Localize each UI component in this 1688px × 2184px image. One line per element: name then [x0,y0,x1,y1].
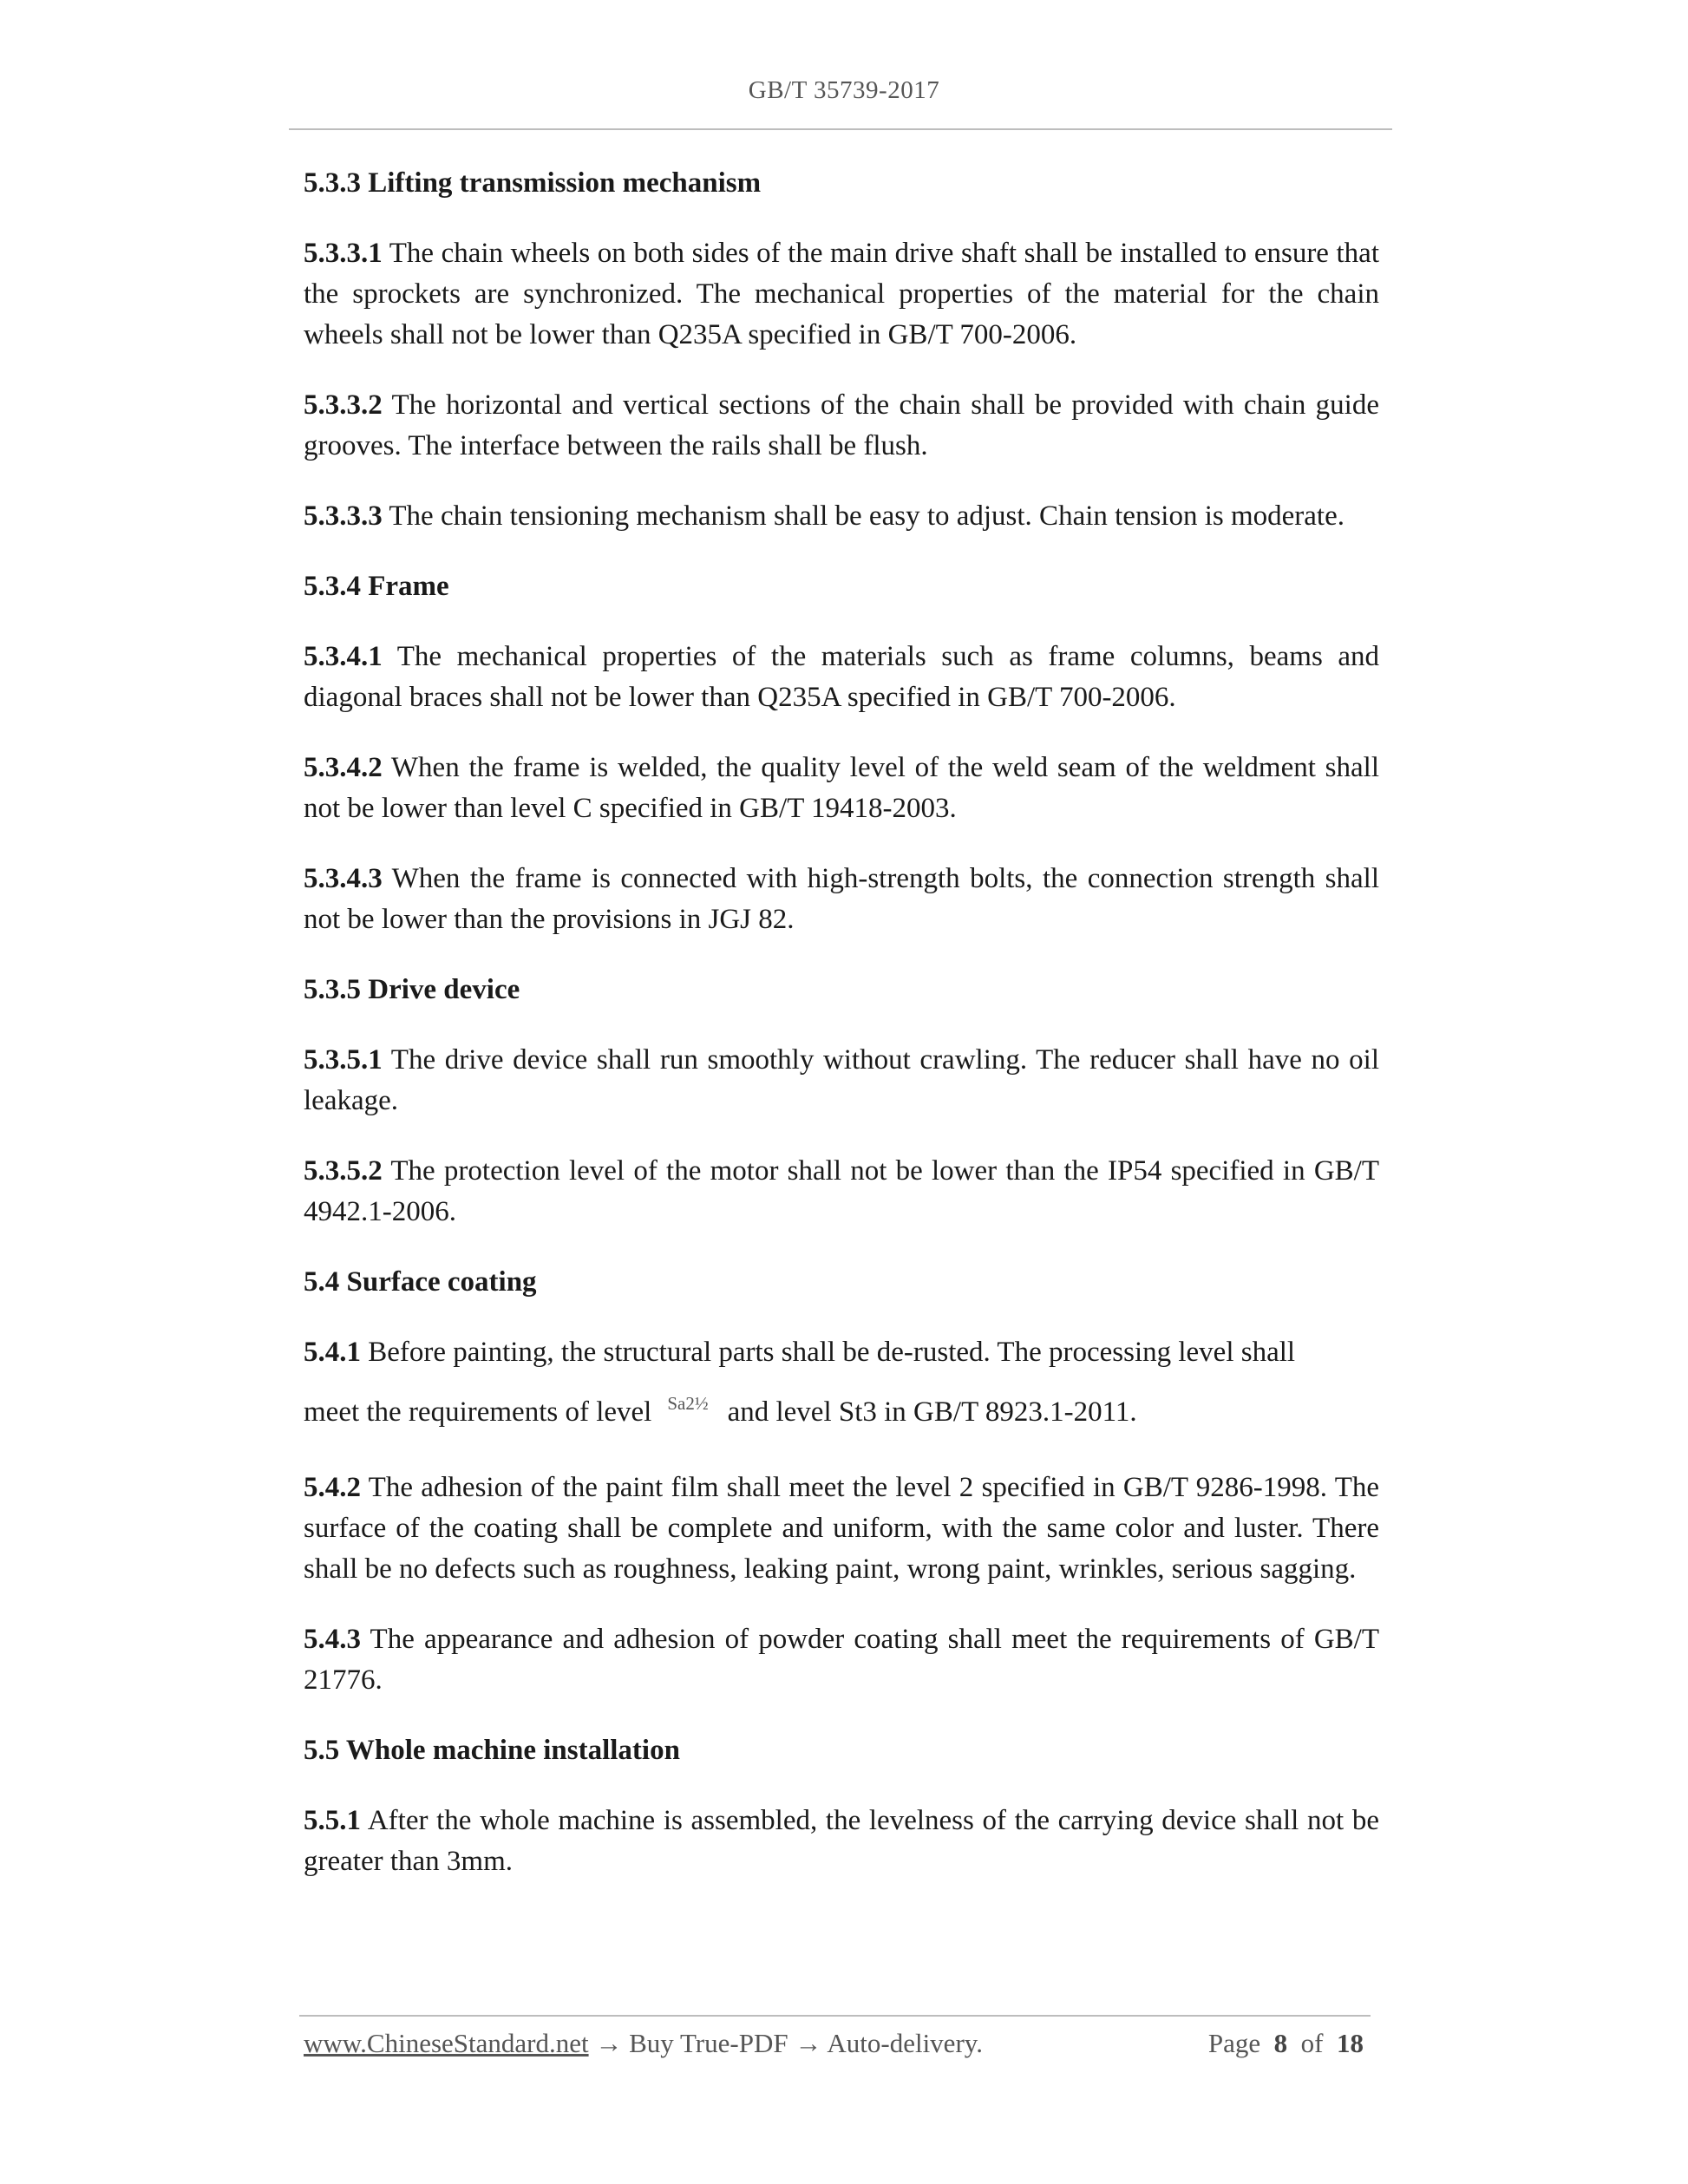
clause-text: meet the requirements of level [304,1396,652,1428]
clause-text: and level St3 in GB/T 8923.1-2011. [727,1396,1137,1428]
clause-5-3-5-1 [304,1040,1379,1121]
clause-number: 5.4.1 [304,1337,361,1368]
clause-text: When the frame is connected with high-strength bolts, the connection strength shall not be lower than the provisions in JGJ 82. [304,863,1379,935]
clause-text: The chain tensioning mechanism shall be easy to adjust. Chain tension is moderate. [382,500,1345,532]
clause-text: The horizontal and vertical sections of the chain shall be provided with chain guide grooves. The interface between the rails shall be flush. [304,389,1379,461]
clause-number: 5.5.1 [304,1805,361,1836]
section-heading-5-3-5: 5.3.5 Drive device [304,974,520,1005]
clause-5-3-3-2 [304,385,1379,467]
document-body [304,163,1379,1912]
section-heading-5-3-4: 5.3.4 Frame [304,571,449,602]
of-label: of [1300,2028,1324,2058]
website-link[interactable]: www.ChineseStandard.net [304,2028,589,2058]
footer-divider [299,2015,1371,2017]
clause-text: The protection level of the motor shall not be lower than the IP54 specified in GB/T 4942.1-2006. [304,1155,1379,1227]
page-number [1208,2028,1364,2059]
clause-5-3-5-2 [304,1151,1379,1233]
sa-grade-symbol: Sa2½ [667,1393,709,1414]
clause-text: After the whole machine is assembled, the levelness of the carrying device shall not be greater than 3mm. [304,1805,1379,1877]
clause-5-3-4-1 [304,637,1379,718]
clause-text: The drive device shall run smoothly without crawling. The reducer shall have no oil leakage. [304,1044,1379,1116]
clause-text: The chain wheels on both sides of the main drive shaft shall be installed to ensure that the sprockets are synchronized. The mechanical properties of the material for the chain wheels shall not be lower than Q235A specified in GB/T 700-2006. [304,238,1379,350]
clause-number: 5.3.3.2 [304,389,383,421]
clause-5-4-1 [304,1332,1379,1433]
current-page: 8 [1273,2028,1288,2058]
clause-text: The mechanical properties of the materials such as frame columns, beams and diagonal braces shall not be lower than Q235A specified in GB/T 700-2006. [304,641,1379,713]
section-heading-5-3-3: 5.3.3 Lifting transmission mechanism [304,167,762,199]
document-header-title: GB/T 35739-2017 [748,76,940,104]
clause-5-3-3-3 [304,496,1379,537]
header-divider [289,128,1392,130]
clause-line-1 [304,1332,1379,1373]
clause-text: Before painting, the structural parts shall be de-rusted. The processing level shall [361,1337,1296,1368]
footer-promo-text: → Buy True-PDF → Auto-delivery. [588,2028,983,2058]
section-heading-5-4: 5.4 Surface coating [304,1266,537,1298]
clause-5-5-1 [304,1801,1379,1882]
clause-number: 5.4.2 [304,1472,361,1503]
clause-text: The appearance and adhesion of powder coating shall meet the requirements of GB/T 21776. [304,1624,1379,1696]
page-footer [304,2028,1371,2071]
clause-number: 5.3.3.1 [304,238,383,269]
clause-text: When the frame is welded, the quality level of the weld seam of the weldment shall not be lower than level C specified in GB/T 19418-2003. [304,752,1379,824]
clause-number: 5.3.4.3 [304,863,383,894]
clause-5-3-4-2 [304,748,1379,829]
section-heading-5-5: 5.5 Whole machine installation [304,1735,680,1766]
clause-5-4-3 [304,1619,1379,1701]
total-pages: 18 [1337,2028,1364,2058]
footer-promo [304,2028,983,2059]
clause-number: 5.3.3.3 [304,500,383,532]
clause-number: 5.3.4.2 [304,752,383,783]
clause-5-4-2 [304,1468,1379,1590]
clause-number: 5.3.5.1 [304,1044,383,1076]
page-label: Page [1207,2028,1261,2058]
clause-number: 5.3.4.1 [304,641,383,672]
clause-line-2 [304,1392,1379,1433]
clause-text: The adhesion of the paint film shall meet the level 2 specified in GB/T 9286-1998. The surface of the coating shall be complete and uniform, with the same color and luster. There shall be no defects such as roughness, leaking paint, wrong paint, wrinkles, serious sagging. [304,1472,1379,1585]
clause-number: 5.3.5.2 [304,1155,383,1187]
clause-5-3-3-1 [304,233,1379,356]
clause-number: 5.4.3 [304,1624,361,1655]
clause-5-3-4-3 [304,859,1379,940]
